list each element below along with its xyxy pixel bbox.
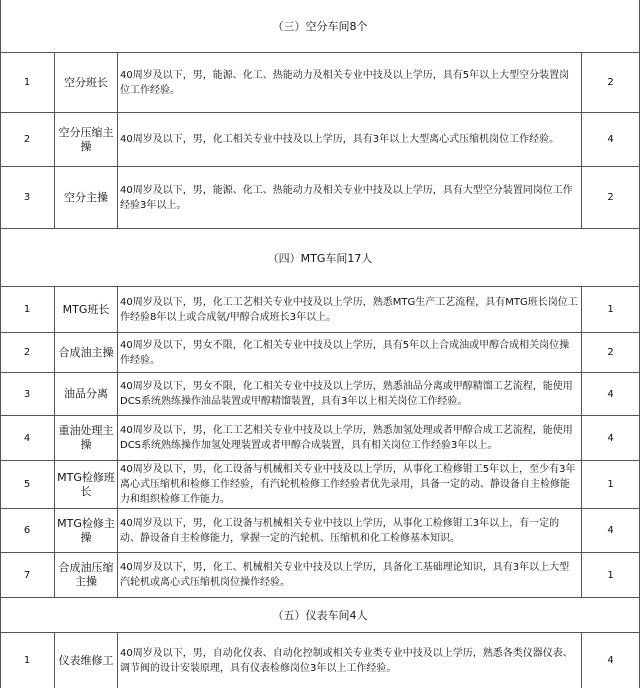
headcount: 4	[582, 509, 640, 552]
row-index: 4	[0, 416, 55, 460]
requirement-text: 40周岁及以下，男，化工工艺相关专业中技及以上学历，熟悉加氢处理或者甲醇合成工艺流程，能使用DCS系统熟练操作加氢处理装置或者甲醇合成装置，具有相关岗位工作经验3年以上。	[118, 416, 582, 460]
table-row	[0, 166, 640, 228]
row-index: 1	[0, 287, 55, 332]
position-name: MTG检修班长	[55, 461, 118, 508]
position-name: MTG班长	[55, 287, 118, 332]
headcount: 2	[582, 333, 640, 372]
row-index: 2	[0, 333, 55, 372]
headcount: 4	[582, 113, 640, 166]
section-title: （五）仪表车间4人	[272, 609, 368, 622]
table-row	[0, 508, 640, 552]
headcount: 1	[582, 287, 640, 332]
position-name: MTG检修主操	[55, 509, 118, 552]
requirement-text: 40周岁及以下，男，化工工艺相关专业中技及以上学历，熟悉MTG生产工艺流程，具有MTG班长岗位工作经验8年以上或合成氨/甲醇合成班长3年以上。	[118, 287, 582, 332]
requirement-text: 40周岁及以下，男，化工相关专业中技及以上学历，具有3年以上大型离心式压缩机岗位工作经验。	[118, 113, 582, 166]
headcount: 1	[582, 461, 640, 508]
row-index: 1	[0, 53, 55, 112]
row-index: 7	[0, 553, 55, 597]
section-title: （四）MTG车间17人	[267, 251, 373, 265]
row-index: 6	[0, 509, 55, 552]
position-name: 空分主操	[55, 167, 118, 228]
table-row	[0, 112, 640, 166]
table-row	[0, 552, 640, 597]
row-index: 5	[0, 461, 55, 508]
position-name: 合成油主操	[55, 333, 118, 372]
requirement-text: 40周岁及以下，男，能源、化工、热能动力及相关专业中技及以上学历，具有大型空分装置同岗位工作经验3年以上。	[118, 167, 582, 228]
requirement-text: 40周岁及以下，男，能源、化工、热能动力及相关专业中技及以上学历，具有5年以上大型空分装置岗位工作经验。	[118, 53, 582, 112]
position-name: 重油处理主操	[55, 416, 118, 460]
row-index: 1	[0, 633, 55, 688]
table-row	[0, 52, 640, 112]
table-row	[0, 286, 640, 332]
requirement-text: 40周岁及以下，男，化工设备与机械相关专业中技以上学历，从事化工检修钳工3年以上，有一定的动、静设备自主检修能力，掌握一定的汽轮机、压缩机和化工检修基本知识。	[118, 509, 582, 552]
requirement-text: 40周岁及以下，男女不限，化工相关专业中技及以上学历，熟悉油品分离或甲醇精馏工艺流程，能使用DCS系统熟练操作油品装置或甲醇精馏装置，具有3年以上相关岗位工作经验。	[118, 373, 582, 415]
row-index: 3	[0, 373, 55, 415]
table-row	[0, 332, 640, 372]
position-name: 空分压缩主操	[55, 113, 118, 166]
headcount: 2	[582, 167, 640, 228]
row-index: 2	[0, 113, 55, 166]
requirement-text: 40周岁及以下，男，化工设备与机械相关专业中技及以上学历，从事化工检修钳工5年以上，至少有3年离心式压缩机和检修工作经验，有汽轮机检修工作经验者优先录用，具备一定的动、静设备自主检修能力和组织检修工作能力。	[118, 461, 582, 508]
headcount: 1	[582, 553, 640, 597]
position-name: 合成油压缩主操	[55, 553, 118, 597]
headcount: 4	[582, 373, 640, 415]
requirement-text: 40周岁及以下，男女不限，化工相关专业中技及以上学历，具有5年以上合成油或甲醇合成相关岗位操作经验。	[118, 333, 582, 372]
table-row	[0, 632, 640, 688]
position-name: 空分班长	[55, 53, 118, 112]
table-row	[0, 415, 640, 460]
position-name: 油品分离	[55, 373, 118, 415]
requirement-text: 40周岁及以下，男，自动化仪表、自动化控制或相关专业类专业中技及以上学历，熟悉各类仪器仪表、调节阀的设计安装原理，具有仪表检修岗位3年以上工作经验。	[118, 633, 582, 688]
row-index: 3	[0, 167, 55, 228]
position-name: 仪表维修工	[55, 633, 118, 688]
section-header	[0, 597, 640, 632]
section-title: （三）空分车间8个	[272, 20, 368, 33]
requirement-text: 40周岁及以下，男，化工、机械相关专业中技及以上学历，具备化工基础理论知识，具有3年以上大型汽轮机或离心式压缩机岗位操作经验。	[118, 553, 582, 597]
headcount: 2	[582, 53, 640, 112]
section-header	[0, 228, 640, 286]
table-row	[0, 372, 640, 415]
headcount: 4	[582, 633, 640, 688]
table-row	[0, 460, 640, 508]
headcount: 4	[582, 416, 640, 460]
section-header	[0, 0, 640, 52]
